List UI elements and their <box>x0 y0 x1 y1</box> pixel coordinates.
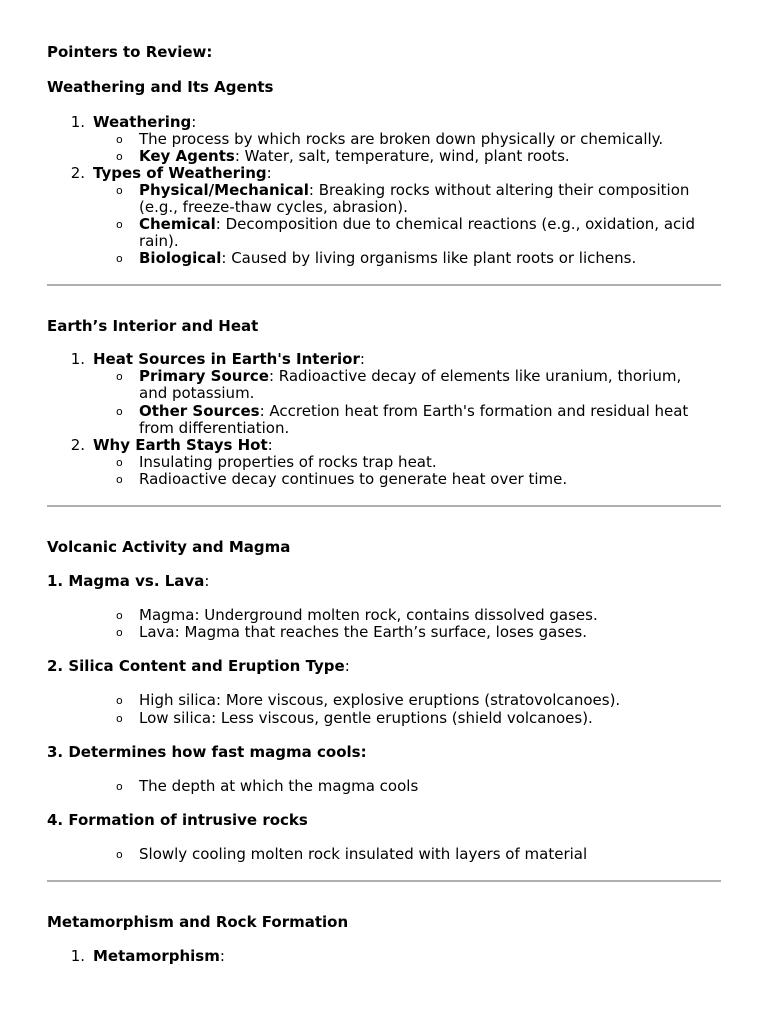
list-number: 1. <box>70 113 85 131</box>
section-heading-interior: Earth’s Interior and Heat <box>47 317 259 335</box>
bullet-icon: o <box>116 848 123 861</box>
bullet-icon: o <box>116 150 123 163</box>
subheading: 2. Silica Content and Eruption Type: <box>47 657 350 675</box>
bullet-icon: o <box>116 712 123 725</box>
bullet-icon: o <box>116 370 123 383</box>
bullet-icon: o <box>116 473 123 486</box>
bullet-icon: o <box>116 694 123 707</box>
bullet-icon: o <box>116 218 123 231</box>
document-title: Pointers to Review: <box>47 43 213 61</box>
section-heading-weathering: Weathering and Its Agents <box>47 78 274 96</box>
section-heading-volcanic: Volcanic Activity and Magma <box>47 538 291 556</box>
list-number: 1. <box>70 350 85 368</box>
document-page: Pointers to Review: Weathering and Its Agents 1. Weathering: o The process by which rocks are broken down physically or chemically. o Key Agents: Water, salt, temperature, wind, plant roots. 2. Types of Weathering: o Physical/Mechanical: Breaking rocks without altering their composition (e.g., freeze-thaw cycles, abrasion). o Chemical: Decomposition due to chemical reactions (e.g., oxidation, acid rain). o Biological: Caused by living organisms like plant roots or lichens. Earth’s Interior and Heat 1. Heat Sources in Earth's Interior: o Primary Source: Radioactive decay of elements like uranium, thorium, and potassium. o Other Sources: Accretion heat from Earth's formation and residual heat from differentiation. 2. Why Earth Stays Hot: o Insulating properties of rocks trap heat. o Radioactive decay continues to generate heat over time. Volcanic Activity and Magma 1. Magma vs. Lava: o Magma: Underground molten rock, contains dissolved gases. o Lava: Magma that reaches the Earth’s surface, loses gases. 2. Silica Content and Eruption Type: o High silica: More viscous, explosive eruptions (stratovolcanoes). o Low silica: Less viscous, gentle eruptions (shield volcanoes). 3. Determines how fast magma cools: o The depth at which the magma cools 4. Formation of intrusive rocks o Slowly cooling molten rock insulated with layers of material Metamorphism and Rock Formation 1. Metamorphism: <box>0 0 768 1024</box>
list-number: 2. <box>70 164 85 182</box>
bullet-icon: o <box>116 405 123 418</box>
bullet-icon: o <box>116 252 123 265</box>
list-number: 1. <box>70 947 85 965</box>
bullet-icon: o <box>116 780 123 793</box>
item-label: Types of Weathering <box>93 164 267 182</box>
bullet-icon: o <box>116 456 123 469</box>
item-label: Weathering <box>93 113 192 131</box>
subheading: 1. Magma vs. Lava: <box>47 572 210 590</box>
section-divider <box>47 284 721 286</box>
item-label: Heat Sources in Earth's Interior <box>93 350 360 368</box>
subheading: 4. Formation of intrusive rocks <box>47 811 308 829</box>
section-divider <box>47 880 721 882</box>
list-number: 2. <box>70 436 85 454</box>
bullet-icon: o <box>116 609 123 622</box>
section-divider <box>47 505 721 507</box>
bullet-icon: o <box>116 133 123 146</box>
item-label: Metamorphism <box>93 947 220 965</box>
section-heading-metamorphism: Metamorphism and Rock Formation <box>47 913 349 931</box>
bullet-icon: o <box>116 184 123 197</box>
item-label: Why Earth Stays Hot <box>93 436 268 454</box>
subheading: 3. Determines how fast magma cools: <box>47 743 367 761</box>
bullet-icon: o <box>116 626 123 639</box>
